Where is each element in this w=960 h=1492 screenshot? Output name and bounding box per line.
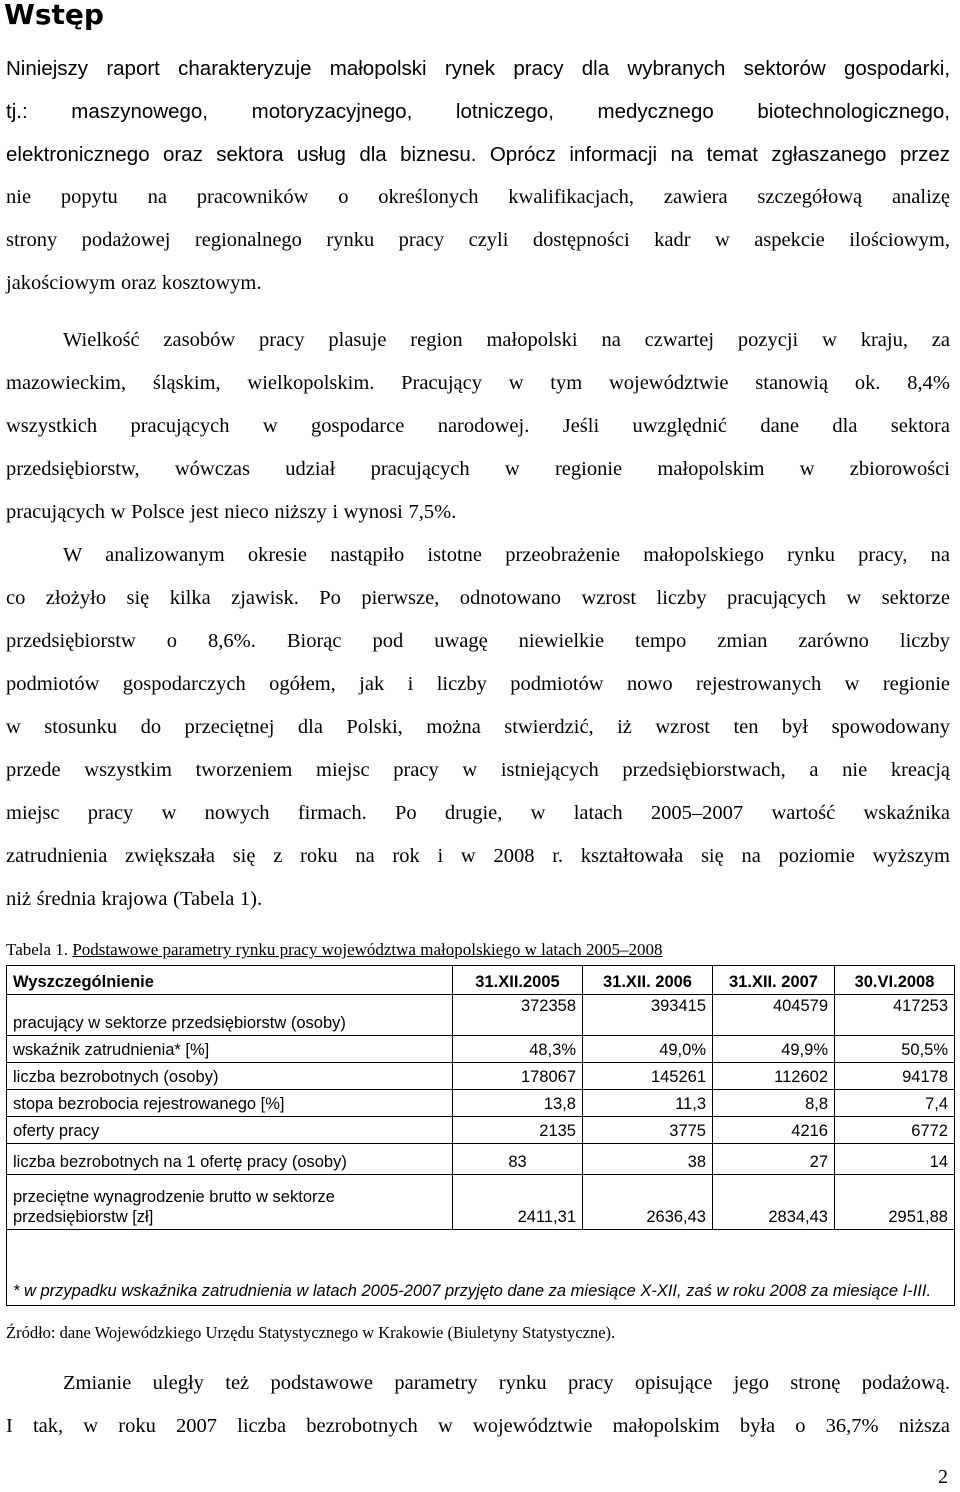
table-caption bbox=[6, 939, 662, 961]
table-cell: 6772 bbox=[835, 1117, 955, 1144]
table-cell: 417253 bbox=[835, 995, 955, 1036]
table-cell: 4216 bbox=[713, 1117, 835, 1144]
text-line: co złożyło się kilka zjawisk. Po pierwsze, odnotowano wzrost liczby pracujących w sektorze bbox=[6, 587, 950, 609]
row-label: przeciętne wynagrodzenie brutto w sektorze przedsiębiorstw [zł] bbox=[7, 1175, 453, 1230]
paragraph-labour-resources bbox=[6, 319, 950, 534]
text-line: pracujących w Polsce jest nieco niższy i wynosi 7,5%. bbox=[6, 501, 457, 523]
table-cell: 2834,43 bbox=[713, 1175, 835, 1230]
column-header: 31.XII. 2007 bbox=[713, 966, 835, 995]
column-header: 31.XII. 2006 bbox=[583, 966, 713, 995]
row-label: oferty pracy bbox=[7, 1117, 453, 1144]
text-line: Wielkość zasobów pracy plasuje region małopolski na czwartej pozycji w kraju, za bbox=[63, 329, 950, 351]
column-header: Wyszczególnienie bbox=[7, 966, 453, 995]
table-cell: 145261 bbox=[583, 1063, 713, 1090]
table-cell: 27 bbox=[713, 1144, 835, 1175]
table-caption-prefix: Tabela 1. bbox=[6, 940, 73, 959]
page-number: 2 bbox=[938, 1466, 948, 1488]
text-line: wszystkich pracujących w gospodarce narodowej. Jeśli uwzględnić dane dla sektora bbox=[6, 415, 950, 437]
table-row bbox=[7, 1090, 955, 1117]
text-line: podmiotów gospodarczych ogółem, jak i liczby podmiotów nowo rejestrowanych w regionie bbox=[6, 673, 950, 695]
text-line: elektronicznego oraz sektora usług dla biznesu. Oprócz informacji na temat zgłaszanego przez bbox=[6, 143, 950, 166]
text-line: strony podażowej regionalnego rynku pracy czyli dostępności kadr w aspekcie ilościowym, bbox=[6, 229, 950, 251]
table-caption-title: Podstawowe parametry rynku pracy województwa małopolskiego w latach 2005–2008 bbox=[72, 940, 663, 959]
paragraph-intro bbox=[6, 47, 950, 305]
table-row bbox=[7, 1036, 955, 1063]
text-line: przedsiębiorstw, wówczas udział pracujących w regionie małopolskim w zbiorowości bbox=[6, 458, 950, 480]
table-cell: 2951,88 bbox=[835, 1175, 955, 1230]
labour-market-table bbox=[6, 965, 955, 1306]
table-cell: 2135 bbox=[453, 1117, 583, 1144]
text-line: przede wszystkim tworzeniem miejsc pracy w istniejących przedsiębiorstwach, a nie kreacją bbox=[6, 759, 950, 781]
table-row bbox=[7, 1144, 955, 1175]
text-line: Zmianie uległy też podstawowe parametry rynku pracy opisujące jego stronę podażową. bbox=[63, 1372, 950, 1394]
table-cell: 2411,31 bbox=[453, 1175, 583, 1230]
table-cell: 14 bbox=[835, 1144, 955, 1175]
table-cell: 112602 bbox=[713, 1063, 835, 1090]
table-cell: 178067 bbox=[453, 1063, 583, 1090]
text-line: mazowieckim, śląskim, wielkopolskim. Pracujący w tym województwie stanowią ok. 8,4% bbox=[6, 372, 950, 394]
table-cell: 48,3% bbox=[453, 1036, 583, 1063]
table-cell: 393415 bbox=[583, 995, 713, 1036]
paragraph-market-changes bbox=[6, 534, 950, 921]
text-line: W analizowanym okresie nastąpiło istotne przeobrażenie małopolskiego rynku pracy, na bbox=[63, 544, 950, 566]
table-cell: 404579 bbox=[713, 995, 835, 1036]
table-cell: 83 bbox=[453, 1144, 583, 1175]
text-line: miejsc pracy w nowych firmach. Po drugie, w latach 2005–2007 wartość wskaźnika bbox=[6, 802, 950, 824]
table-row bbox=[7, 1175, 955, 1230]
text-line: I tak, w roku 2007 liczba bezrobotnych w województwie małopolskim była o 36,7% niższa bbox=[6, 1415, 950, 1437]
section-heading: Wstęp bbox=[4, 0, 104, 31]
row-label: stopa bezrobocia rejestrowanego [%] bbox=[7, 1090, 453, 1117]
table-footnote-row bbox=[7, 1230, 955, 1306]
table-cell: 2636,43 bbox=[583, 1175, 713, 1230]
table-cell: 8,8 bbox=[713, 1090, 835, 1117]
text-line: w stosunku do przeciętnej dla Polski, można stwierdzić, iż wzrost ten był spowodowany bbox=[6, 716, 950, 738]
row-label: liczba bezrobotnych (osoby) bbox=[7, 1063, 453, 1090]
table-cell: 38 bbox=[583, 1144, 713, 1175]
table-cell: 7,4 bbox=[835, 1090, 955, 1117]
table-cell: 3775 bbox=[583, 1117, 713, 1144]
row-label: liczba bezrobotnych na 1 ofertę pracy (osoby) bbox=[7, 1144, 453, 1175]
table-cell: 372358 bbox=[453, 995, 583, 1036]
table-cell: 49,9% bbox=[713, 1036, 835, 1063]
text-line: zatrudnienia zwiększała się z roku na rok i w 2008 r. kształtowała się na poziomie wyższym bbox=[6, 845, 950, 867]
table-cell: 13,8 bbox=[453, 1090, 583, 1117]
text-line: tj.: maszynowego, motoryzacyjnego, lotniczego, medycznego biotechnologicznego, bbox=[6, 100, 950, 123]
table-row bbox=[7, 995, 955, 1036]
table-cell: 50,5% bbox=[835, 1036, 955, 1063]
text-line: Niniejszy raport charakteryzuje małopolski rynek pracy dla wybranych sektorów gospodarki, bbox=[6, 57, 950, 80]
table-header-row bbox=[7, 966, 955, 995]
table-cell: 94178 bbox=[835, 1063, 955, 1090]
text-line: niż średnia krajowa (Tabela 1). bbox=[6, 888, 263, 910]
column-header: 30.VI.2008 bbox=[835, 966, 955, 995]
row-label: pracujący w sektorze przedsiębiorstw (osoby) bbox=[7, 995, 453, 1036]
table-row bbox=[7, 1063, 955, 1090]
column-header: 31.XII.2005 bbox=[453, 966, 583, 995]
table-footnote: * w przypadku wskaźnika zatrudnienia w latach 2005-2007 przyjęto dane za miesiące X-XII, zaś w roku 2008 za miesiące I-III. bbox=[7, 1230, 955, 1306]
source-note: Źródło: dane Wojewódzkiego Urzędu Statystycznego w Krakowie (Biuletyny Statystyczne). bbox=[6, 1323, 616, 1342]
row-label: wskaźnik zatrudnienia* [%] bbox=[7, 1036, 453, 1063]
table-cell: 49,0% bbox=[583, 1036, 713, 1063]
table-cell: 11,3 bbox=[583, 1090, 713, 1117]
text-line: nie popytu na pracowników o określonych kwalifikacjach, zawiera szczegółową analizę bbox=[6, 186, 950, 208]
table-row bbox=[7, 1117, 955, 1144]
paragraph-supply-side bbox=[6, 1362, 950, 1448]
text-line: jakościowym oraz kosztowym. bbox=[6, 272, 262, 294]
text-line: przedsiębiorstw o 8,6%. Biorąc pod uwagę niewielkie tempo zmian zarówno liczby bbox=[6, 630, 950, 652]
